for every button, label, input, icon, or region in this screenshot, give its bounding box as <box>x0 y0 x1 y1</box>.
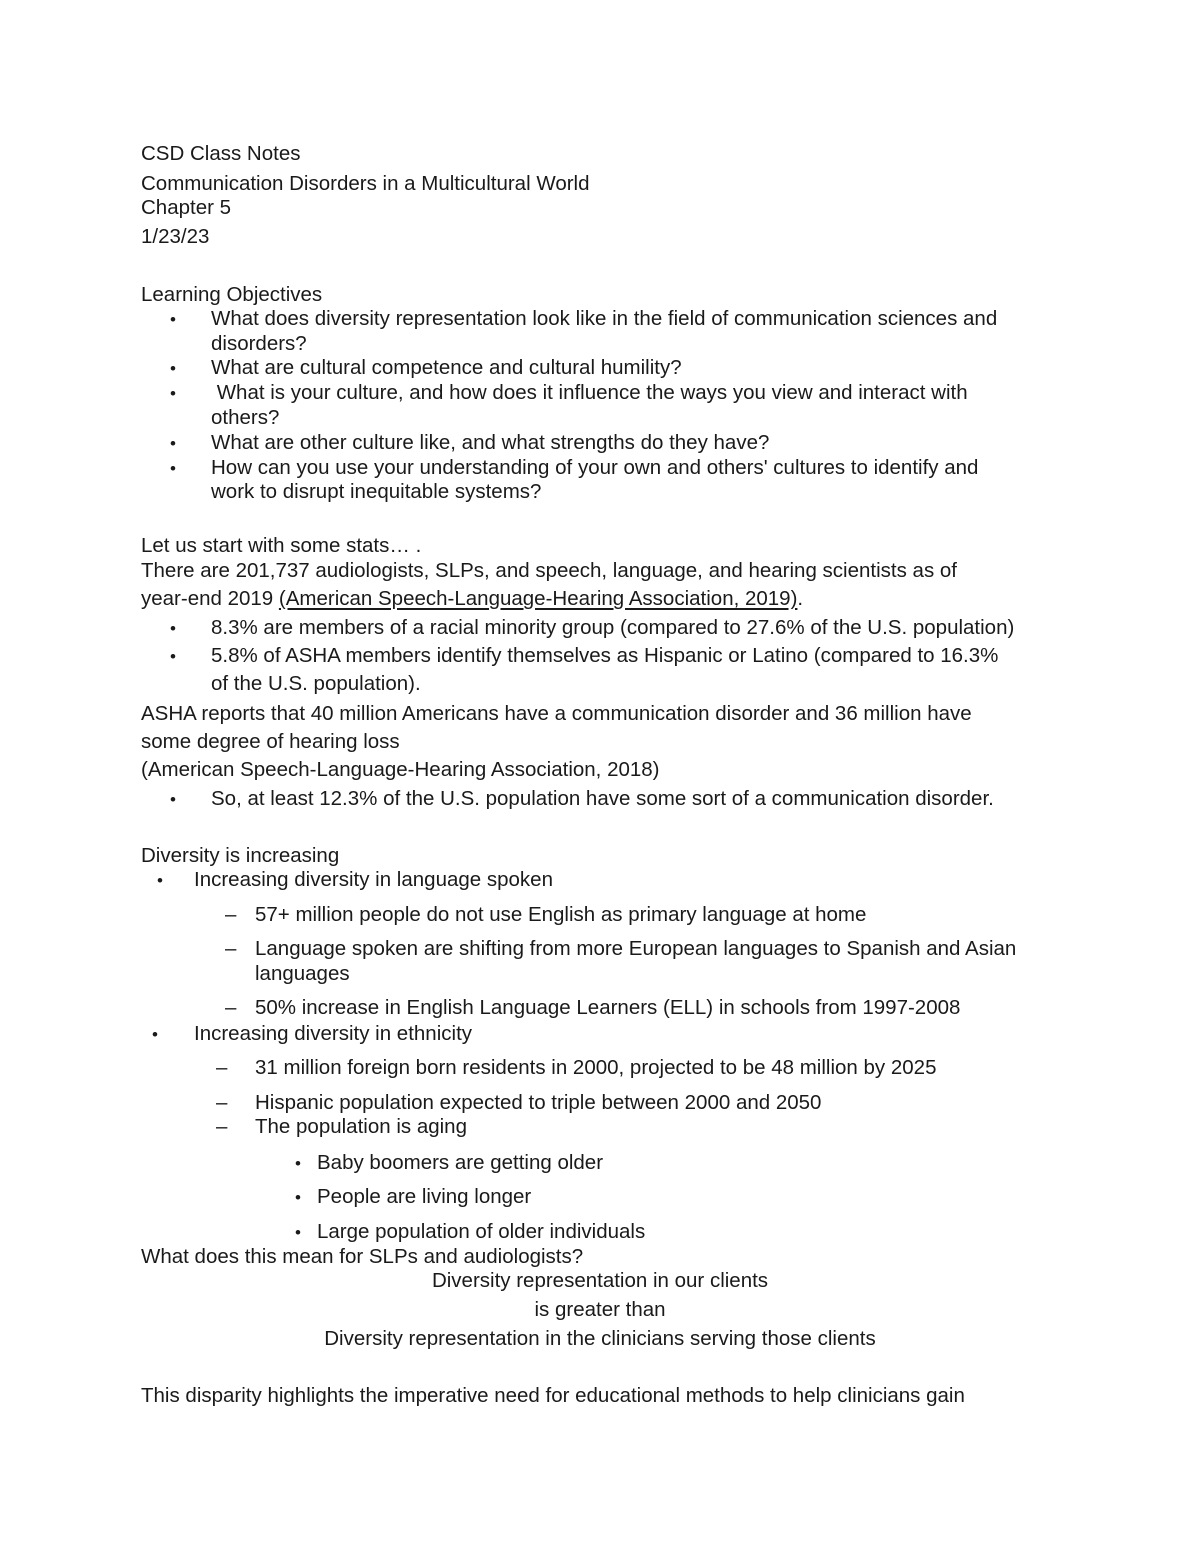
stats-paragraph-2-line-3: (American Speech-Language-Hearing Association, 2018) <box>141 758 660 781</box>
stats-intro: Let us start with some stats… . <box>141 534 422 557</box>
centered-line-3: Diversity representation in the clinicians serving those clients <box>324 1327 876 1350</box>
objective-1-line-1: What does diversity representation look like in the field of communication sciences and <box>211 307 998 330</box>
language-subitem-3: 50% increase in English Language Learners (ELL) in schools from 1997-2008 <box>255 996 961 1019</box>
chapter-label: Chapter 5 <box>141 196 232 219</box>
bullet-icon: • <box>170 459 176 478</box>
objective-5-line-2: work to disrupt inequitable systems? <box>211 480 542 503</box>
dash-icon: – <box>225 937 237 960</box>
doc-title: CSD Class Notes <box>141 142 301 165</box>
dash-icon: – <box>216 1115 228 1138</box>
objective-3-line-1: What is your culture, and how does it influence the ways you view and interact with <box>211 381 968 404</box>
course-name: Communication Disorders in a Multicultural World <box>141 172 590 195</box>
text-suffix: . <box>797 587 804 610</box>
dash-icon: – <box>225 903 237 926</box>
language-subitem-1: 57+ million people do not use English as primary language at home <box>255 903 867 926</box>
text-prefix: year-end 2019 <box>141 587 279 610</box>
aging-subitem-2: People are living longer <box>317 1185 532 1208</box>
bullet-icon: • <box>170 647 176 666</box>
language-diversity-item: Increasing diversity in language spoken <box>194 868 553 891</box>
bullet-icon: • <box>295 1223 301 1242</box>
stats-paragraph-2-line-1: ASHA reports that 40 million Americans have a communication disorder and 36 million have <box>141 702 972 725</box>
ethnicity-subitem-1: 31 million foreign born residents in 2000, projected to be 48 million by 2025 <box>255 1056 937 1079</box>
stats-paragraph-2-line-2: some degree of hearing loss <box>141 730 400 753</box>
diversity-heading: Diversity is increasing <box>141 844 340 867</box>
bullet-icon: • <box>170 310 176 329</box>
bullet-icon: • <box>170 790 176 809</box>
stat-bullet-2-line-1: 5.8% of ASHA members identify themselves as Hispanic or Latino (compared to 16.3% <box>211 644 999 667</box>
ethnicity-diversity-item: Increasing diversity in ethnicity <box>194 1022 473 1045</box>
stats-paragraph-1-line-1: There are 201,737 audiologists, SLPs, and speech, language, and hearing scientists as of <box>141 559 957 582</box>
centered-line-1: Diversity representation in our clients <box>431 1269 769 1292</box>
citation-link[interactable]: (American Speech-Language-Hearing Association, 2019) <box>278 587 798 610</box>
language-subitem-2-line-2: languages <box>255 962 350 985</box>
ethnicity-subitem-2: Hispanic population expected to triple between 2000 and 2050 <box>255 1091 822 1114</box>
stat-bullet-3: So, at least 12.3% of the U.S. population have some sort of a communication disorder. <box>211 787 994 810</box>
stat-bullet-1: 8.3% are members of a racial minority group (compared to 27.6% of the U.S. population) <box>211 616 1015 639</box>
stat-bullet-2-line-2: of the U.S. population). <box>211 672 421 695</box>
stats-paragraph-1-line-2 <box>141 589 803 610</box>
objective-5-line-1: How can you use your understanding of your own and others' cultures to identify and <box>211 456 979 479</box>
bullet-icon: • <box>170 434 176 453</box>
meaning-question: What does this mean for SLPs and audiologists? <box>141 1245 584 1268</box>
aging-subitem-1: Baby boomers are getting older <box>317 1151 604 1174</box>
objective-3-line-2: others? <box>211 406 280 429</box>
bullet-icon: • <box>295 1154 301 1173</box>
objective-2: What are cultural competence and cultural humility? <box>211 356 682 379</box>
date-label: 1/23/23 <box>141 225 210 248</box>
dash-icon: – <box>216 1056 228 1079</box>
ethnicity-subitem-3: The population is aging <box>255 1115 467 1138</box>
objectives-heading: Learning Objectives <box>141 283 323 306</box>
dash-icon: – <box>216 1091 228 1114</box>
bullet-icon: • <box>295 1188 301 1207</box>
bullet-icon: • <box>157 871 163 890</box>
bullet-icon: • <box>170 384 176 403</box>
bullet-icon: • <box>170 619 176 638</box>
centered-line-2: is greater than <box>534 1298 666 1321</box>
bullet-icon: • <box>152 1025 158 1044</box>
objective-1-line-2: disorders? <box>211 332 307 355</box>
dash-icon: – <box>225 996 237 1019</box>
language-subitem-2-line-1: Language spoken are shifting from more European languages to Spanish and Asian <box>255 937 1017 960</box>
aging-subitem-3: Large population of older individuals <box>317 1220 646 1243</box>
objective-4: What are other culture like, and what strengths do they have? <box>211 431 770 454</box>
closing-paragraph: This disparity highlights the imperative need for educational methods to help clinicians gain <box>141 1384 965 1407</box>
bullet-icon: • <box>170 359 176 378</box>
